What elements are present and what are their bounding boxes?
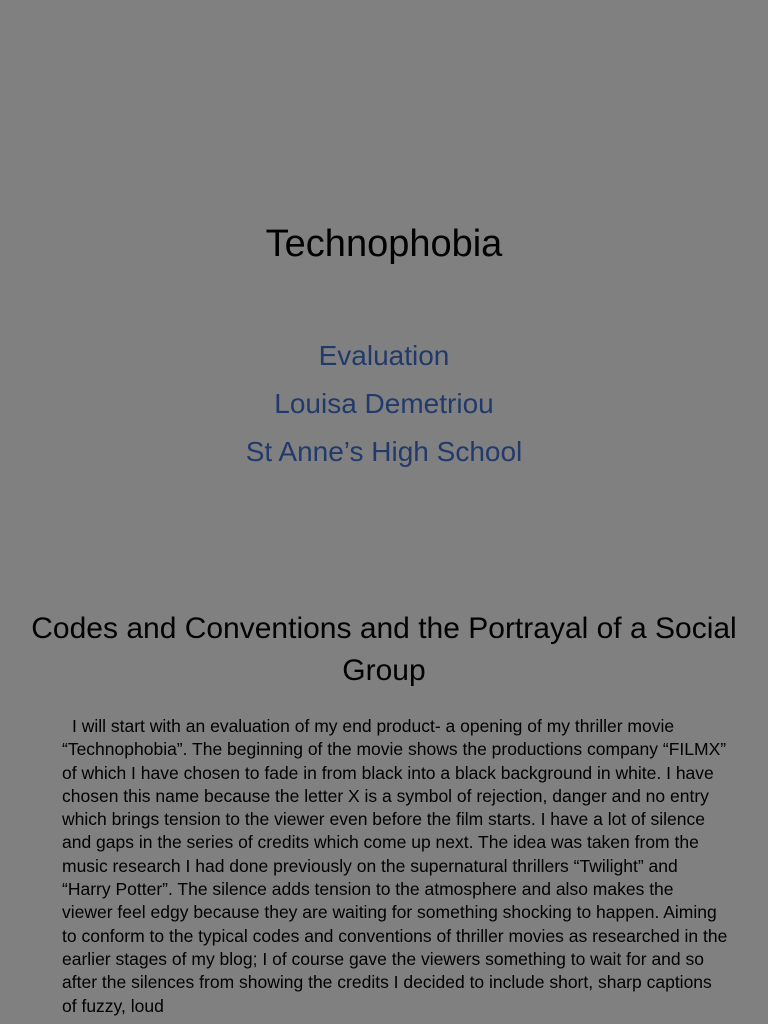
slide-title: Technophobia bbox=[265, 223, 503, 265]
subtitle-evaluation: Evaluation bbox=[318, 340, 450, 371]
section-heading: Codes and Conventions and the Portrayal of a Social Group bbox=[31, 612, 737, 687]
subtitle-school: St Anne’s High School bbox=[245, 436, 523, 467]
body-paragraph: I will start with an evaluation of my end product- a opening of my thriller movie “Technophobia”. The beginning of the movie shows the productions company “FILMX” of which I have chosen to fade in from black into a black background in white. I have chosen this name because the letter X is a symbol of rejection, danger and no entry which brings tension to the viewer even before the film starts. I have a lot of silence and gaps in the series of credits which come up next. The idea was taken from the music research I had done previously on the supernatural thrillers “Twilight” and “Harry Potter”. The silence adds tension to the atmosphere and also makes the viewer feel edgy because they are waiting for something shocking to happen. Aiming to conform to the typical codes and conventions of thriller movies as researched in the earlier stages of my blog; I of course gave the viewers something to wait for and so after the silences from showing the credits I decided to include short, sharp captions of fuzzy, loud bbox=[62, 716, 728, 1016]
slide-subtitles bbox=[0, 332, 768, 476]
subtitle-author: Louisa Demetriou bbox=[274, 388, 494, 419]
